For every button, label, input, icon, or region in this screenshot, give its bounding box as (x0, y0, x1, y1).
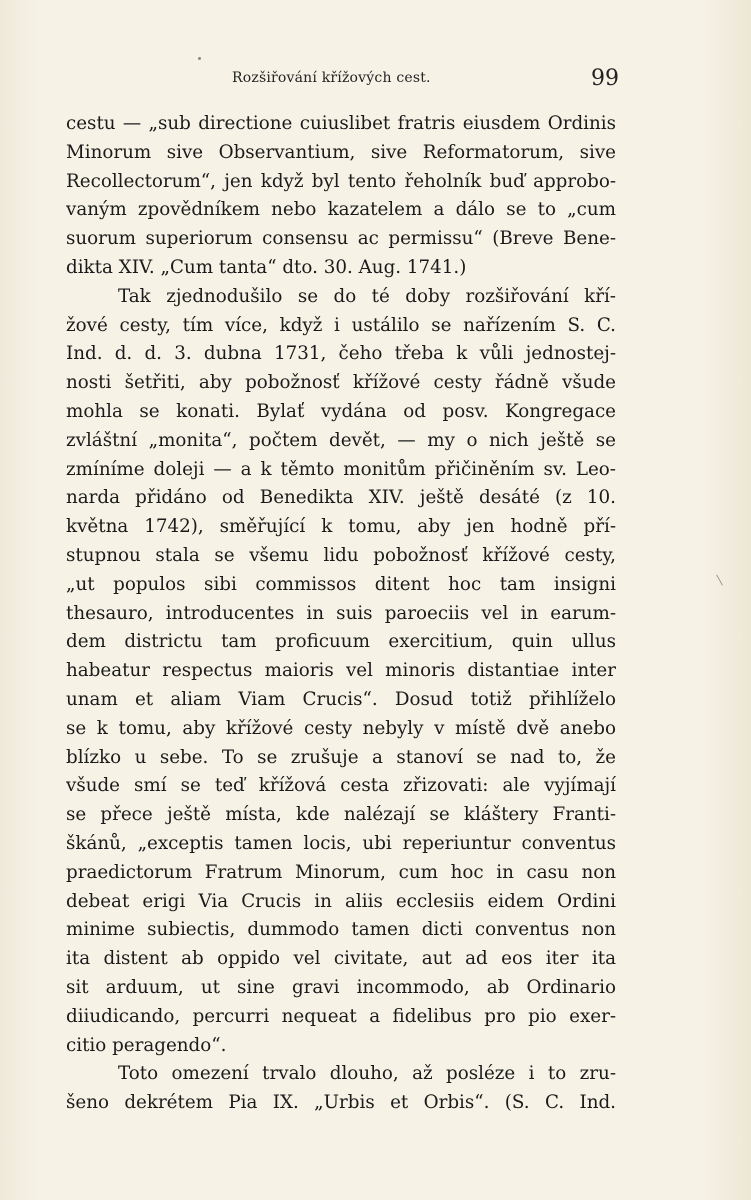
text-line: narda přidáno od Benedikta XIV. ještě desáté (z 10. (66, 487, 616, 509)
text-line: žové cesty, tím více, když i ustálilo se nařízením S. C. (66, 314, 616, 336)
text-line: habeatur respectus maioris vel minoris distantiae inter (66, 660, 616, 682)
print-speck (198, 57, 201, 60)
text-line: unam et aliam Viam Crucis“. Dosud totiž přihlíželo (66, 688, 616, 710)
text-line: května 1742), směřující k tomu, aby jen hodně pří- (66, 516, 616, 538)
text-line: škánů, „exceptis tamen locis, ubi reperiuntur conventus (66, 832, 616, 854)
text-line: se přece ještě místa, kde nalézají se kláštery Franti- (66, 804, 616, 826)
text-line: citio peragendo“. (66, 1034, 227, 1056)
text-line: zmíníme doleji — a k těmto monitům přičiněním sv. Leo- (66, 458, 616, 480)
text-line: stupnou stala se všemu lidu pobožnosť křížové cesty, (66, 544, 616, 566)
text-line: cestu — „sub directione cuiuslibet fratris eiusdem Ordinis (66, 113, 616, 134)
text-line: zvláštní „monita“, počtem devět, — my o nich ještě se (66, 429, 616, 451)
text-line: blízko u sebe. To se zrušuje a stanoví se nad to, že (66, 746, 616, 768)
text-line: sit arduum, ut sine gravi incommodo, ab Ordinario (66, 976, 616, 998)
text-line: všude smí se teď křížová cesta zřizovati: ale vyjímají (66, 775, 616, 797)
text-line: dikta XIV. „Cum tanta“ dto. 30. Aug. 1741.) (66, 256, 467, 278)
text-line: debeat erigi Via Crucis in aliis ecclesiis eidem Ordini (66, 890, 616, 912)
text-line: nosti šetřiti, aby pobožnosť křížové cesty řádně všude (66, 372, 616, 394)
text-line: Toto omezení trvalo dlouho, až posléze i to zru- (118, 1063, 616, 1085)
text-line: Recollectorum“, jen když byl tento řeholník buď approbo- (66, 170, 616, 192)
text-line: minime subiectis, dummodo tamen dicti conventus non (66, 919, 616, 941)
text-line: dem districtu tam proficuum exercitium, quin ullus (66, 631, 616, 653)
margin-mark (716, 575, 723, 586)
text-line: Ind. d. d. 3. dubna 1731, čeho třeba k vůli jednostej- (66, 343, 616, 365)
running-title: Rozšiřování křížových cest. (232, 70, 431, 86)
text-line: praedictorum Fratrum Minorum, cum hoc in casu non (66, 861, 616, 883)
text-line: suorum superiorum consensu ac permissu“ (Breve Bene- (66, 228, 616, 250)
text-line: thesauro, introducentes in suis paroeciis vel in earum- (66, 602, 616, 624)
text-line: Tak zjednodušilo se do té doby rozšiřování kří- (118, 285, 616, 307)
body-text (66, 110, 616, 1118)
text-line: vaným zpovědníkem nebo kazatelem a dálo se to „cum (66, 199, 616, 221)
text-line: Minorum sive Observantium, sive Reformatorum, sive (66, 141, 616, 163)
text-line: se k tomu, aby křížové cesty nebyly v místě dvě anebo (66, 717, 616, 739)
text-line: šeno dekrétem Pia IX. „Urbis et Orbis“. (S. C. Ind. (66, 1092, 616, 1114)
text-line: „ut populos sibi commissos ditent hoc tam insigni (66, 573, 616, 595)
text-line: diiudicando, percurri nequeat a fidelibus pro pio exer- (66, 1005, 616, 1027)
text-line: mohla se konati. Bylať vydána od posv. Kongregace (66, 400, 616, 422)
page-number: 99 (591, 66, 619, 91)
text-line: ita distent ab oppido vel civitate, aut ad eos iter ita (66, 948, 616, 970)
